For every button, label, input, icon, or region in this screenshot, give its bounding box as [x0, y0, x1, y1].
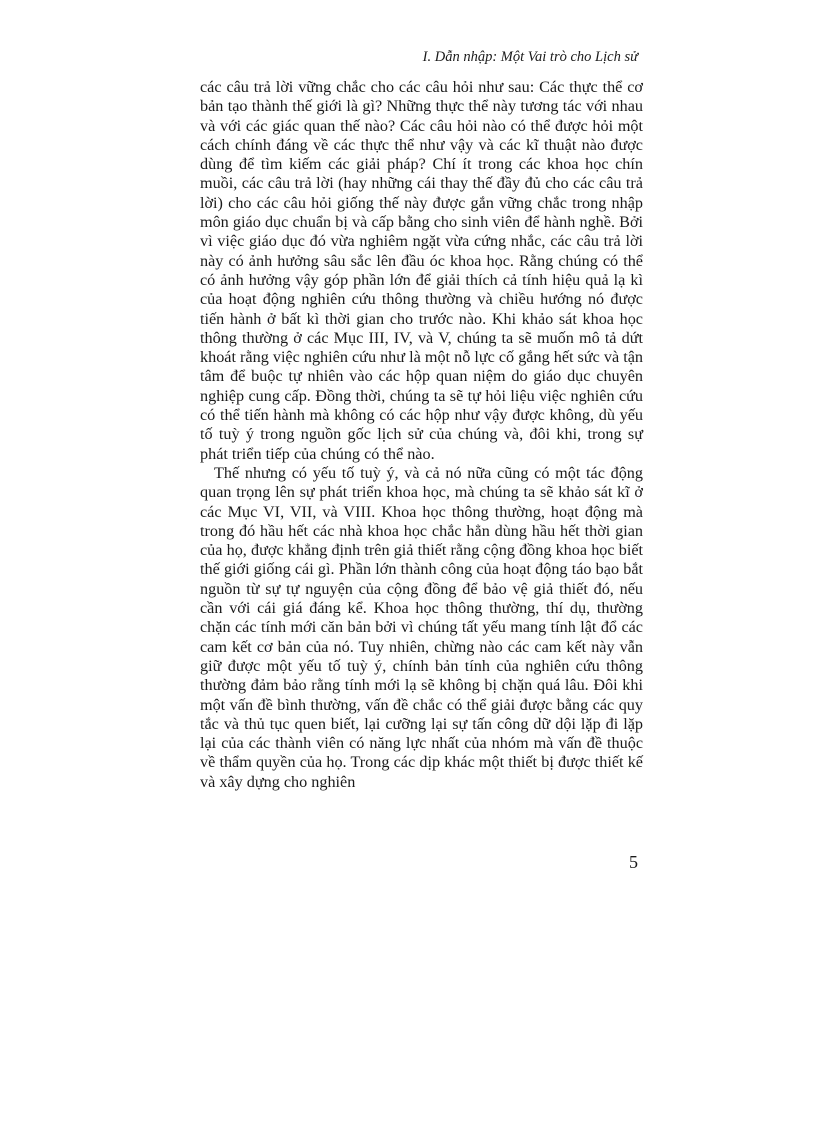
running-header: I. Dẫn nhập: Một Vai trò cho Lịch sử — [422, 49, 638, 65]
paragraph: Thế nhưng có yếu tố tuỳ ý, và cả nó nữa cũng có một tác động quan trọng lên sự phát triển khoa học, mà chúng ta sẽ khảo sát kĩ ở các Mục VI, VII, và VIII. Khoa học thông thường, hoạt động mà trong đó hầu hết các nhà khoa học chắc hẳn dùng hầu hết thời gian của họ, được khẳng định trên giả thiết rằng cộng đồng khoa học biết thế giới giống cái gì. Phần lớn thành công của hoạt động táo bạo bắt nguồn từ sự tự nguyện của cộng đồng để bảo vệ giả thiết đó, nếu cần với cái giá đáng kể. Khoa học thông thường, thí dụ, thường chặn các tính mới căn bản bởi vì chúng tất yếu mang tính lật đổ các cam kết cơ bản của nó. Tuy nhiên, chừng nào các cam kết này vẫn giữ được một yếu tố tuỳ ý, chính bản tính của nghiên cứu thông thường đảm bảo rằng tính mới lạ sẽ không bị chặn quá lâu. Đôi khi một vấn đề bình thường, vấn đề chắc có thể giải được bằng các quy tắc và thủ tục quen biết, lại cưỡng lại sự tấn công dữ dội lặp đi lặp lại của các thành viên có năng lực nhất của nhóm mà vấn đề thuộc về thẩm quyền của họ. Trong các dịp khác một thiết bị được thiết kế và xây dựng cho nghiên — [200, 463, 643, 791]
page-number: 5 — [629, 852, 638, 872]
body-text — [200, 78, 643, 792]
paragraph-continued: các câu trả lời vững chắc cho các câu hỏi như sau: Các thực thể cơ bản tạo thành thế giới là gì? Những thực thể này tương tác với nhau và với các giác quan thế nào? Các câu hỏi nào có thể được hỏi một cách chính đáng về các thực thể như vậy và các kĩ thuật nào được dùng để tìm kiếm các giải pháp? Chí ít trong các khoa học chín muồi, các câu trả lời (hay những cái thay thế đầy đủ cho các câu trả lời) cho các câu hỏi giống thế này được gắn vững chắc trong nhập môn giáo dục chuẩn bị và cấp bằng cho sinh viên để hành nghề. Bởi vì việc giáo dục đó vừa nghiêm ngặt vừa cứng nhắc, các câu trả lời này có ảnh hưởng sâu sắc lên đầu óc khoa học. Rằng chúng có thể có ảnh hưởng vậy góp phần lớn để giải thích cả tính hiệu quả lạ kì của hoạt động nghiên cứu thông thường và chiều hướng nó được tiến hành ở bất kì thời gian cho trước nào. Khi khảo sát khoa học thông thường ở các Mục III, IV, và V, chúng ta sẽ muốn mô tả dứt khoát rằng việc nghiên cứu như là một nỗ lực cố gắng hết sức và tận tâm để buộc tự nhiên vào các hộp quan niệm do giáo dục chuyên nghiệp cung cấp. Đồng thời, chúng ta sẽ tự hỏi liệu việc nghiên cứu có thể tiến hành mà không có các hộp như vậy được không, dù yếu tố tuỳ ý trong nguồn gốc lịch sử của chúng và, đôi khi, trong sự phát triển tiếp của chúng có thể nào. — [200, 78, 643, 463]
